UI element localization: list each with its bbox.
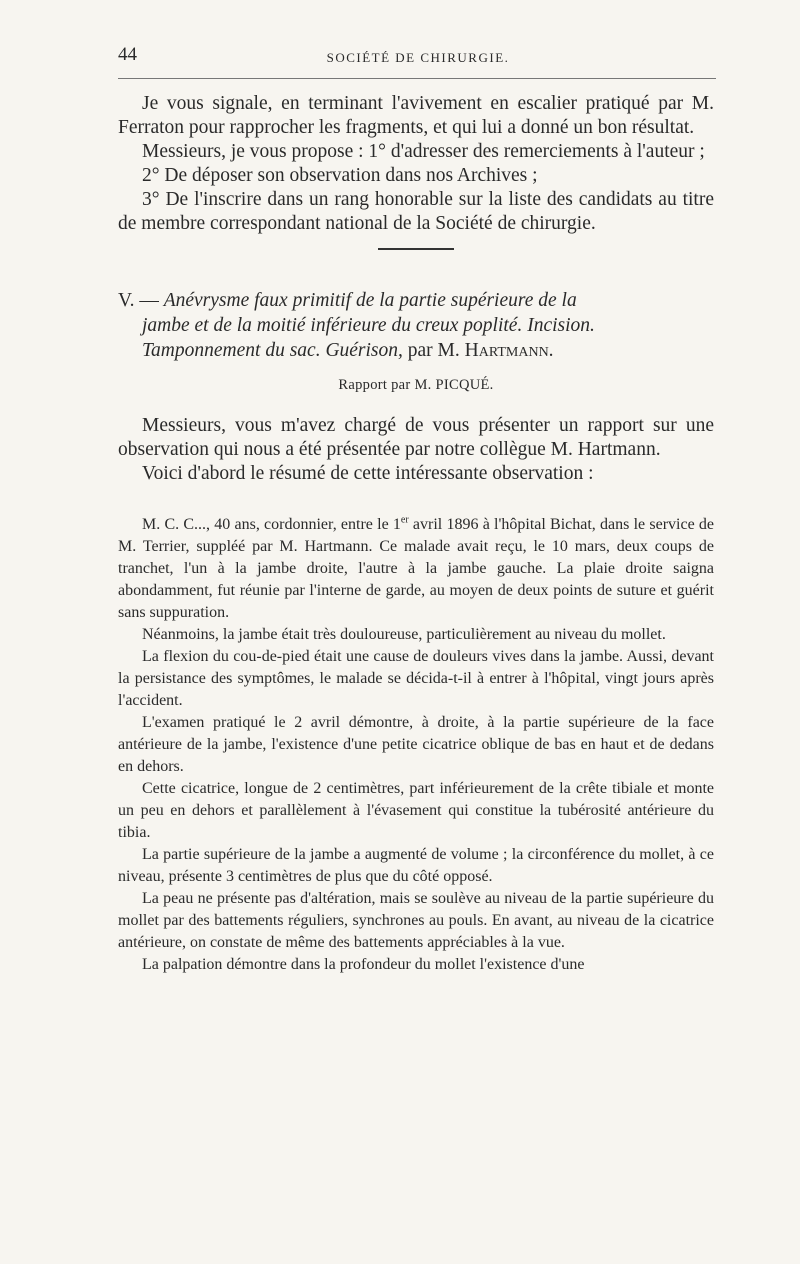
observation-paragraph: La palpation démontre dans la profondeur du mollet l'existence d'une xyxy=(142,956,585,973)
intro-paragraph: 2° De déposer son observation dans nos Archives ; xyxy=(142,165,538,186)
section-title-line-3: Tamponnement du sac. Guérison, xyxy=(142,340,403,361)
observation-text: avril 1896 à l'hôpital Bichat, dans le service de M. Terrier, suppléé par M. Hartmann. Ce malade avait reçu, le 10 mars, deux coups de tranchet, l'un à la jambe droite, l'autre à la jambe gauche. La plaie droite saigna abondamment, fut réunie par l'interne de garde, au moyen de deux points de suture et guérit sans suppuration. xyxy=(118,516,714,621)
page-header xyxy=(118,44,718,70)
observation-paragraph: La flexion du cou-de-pied était une cause de douleurs vives dans la jambe. Aussi, devant la persistance des symptômes, le malade se décida-t-il à entrer à l'hôpital, vingt jours après l'accident. xyxy=(118,648,714,709)
superscript: er xyxy=(400,514,409,526)
body-paragraph: Voici d'abord le résumé de cette intéressante observation : xyxy=(142,463,594,484)
page-body xyxy=(118,92,714,976)
section-separator xyxy=(378,248,454,250)
section-heading xyxy=(118,288,714,363)
observation-paragraph: La partie supérieure de la jambe a augmenté de volume ; la circonférence du mollet, à ce niveau, présente 3 centimètres de plus que du côté opposé. xyxy=(118,846,714,885)
intro-paragraph: Je vous signale, en terminant l'avivement en escalier pratiqué par M. Ferraton pour rapprocher les fragments, et qui lui a donné un bon résultat. xyxy=(118,93,714,138)
section-numeral: V. — xyxy=(118,290,159,311)
body-paragraph: Messieurs, vous m'avez chargé de vous présenter un rapport sur une observation qui nous a été présentée par notre collègue M. Hartmann. xyxy=(118,415,714,460)
section-title-line-2: jambe et de la moitié inférieure du creux poplité. Incision. xyxy=(142,315,595,336)
observation-text: M. C. C..., 40 ans, cordonnier, entre le 1 xyxy=(142,516,401,533)
observation-first-paragraph xyxy=(118,514,714,624)
observation-paragraph: Cette cicatrice, longue de 2 centimètres, part inférieurement de la crête tibiale et monte un peu en dehors et parallèlement à l'évasement qui constitue la tubérosité antérieure du tibia. xyxy=(118,780,714,841)
intro-paragraph: 3° De l'inscrire dans un rang honorable sur la liste des candidats au titre de membre correspondant national de la Société de chirurgie. xyxy=(118,189,714,234)
header-rule xyxy=(118,78,716,79)
page-number: 44 xyxy=(118,44,137,65)
intro-paragraph: Messieurs, je vous propose : 1° d'adresser des remerciements à l'auteur ; xyxy=(142,141,705,162)
observation-block xyxy=(118,514,714,976)
observation-paragraph: Néanmoins, la jambe était très douloureuse, particulièrement au niveau du mollet. xyxy=(142,626,666,643)
report-by: Rapport par M. PICQUÉ. xyxy=(338,377,494,393)
section-author: Hartmann. xyxy=(464,340,554,361)
observation-paragraph: L'examen pratiqué le 2 avril démontre, à droite, à la partie supérieure de la face antérieure de la jambe, l'existence d'une petite cicatrice oblique de bas en haut et de dedans en dehors. xyxy=(118,714,714,775)
running-title: SOCIÉTÉ DE CHIRURGIE. xyxy=(326,50,510,65)
section-par: par M. xyxy=(407,340,460,361)
observation-paragraph: La peau ne présente pas d'altération, mais se soulève au niveau de la partie supérieure du mollet par des battements réguliers, synchrones au pouls. En avant, au niveau de la cicatrice antérieure, on constate de même des battements appréciables à la vue. xyxy=(118,890,714,951)
section-title-line-1: Anévrysme faux primitif de la partie supérieure de la xyxy=(163,290,577,311)
